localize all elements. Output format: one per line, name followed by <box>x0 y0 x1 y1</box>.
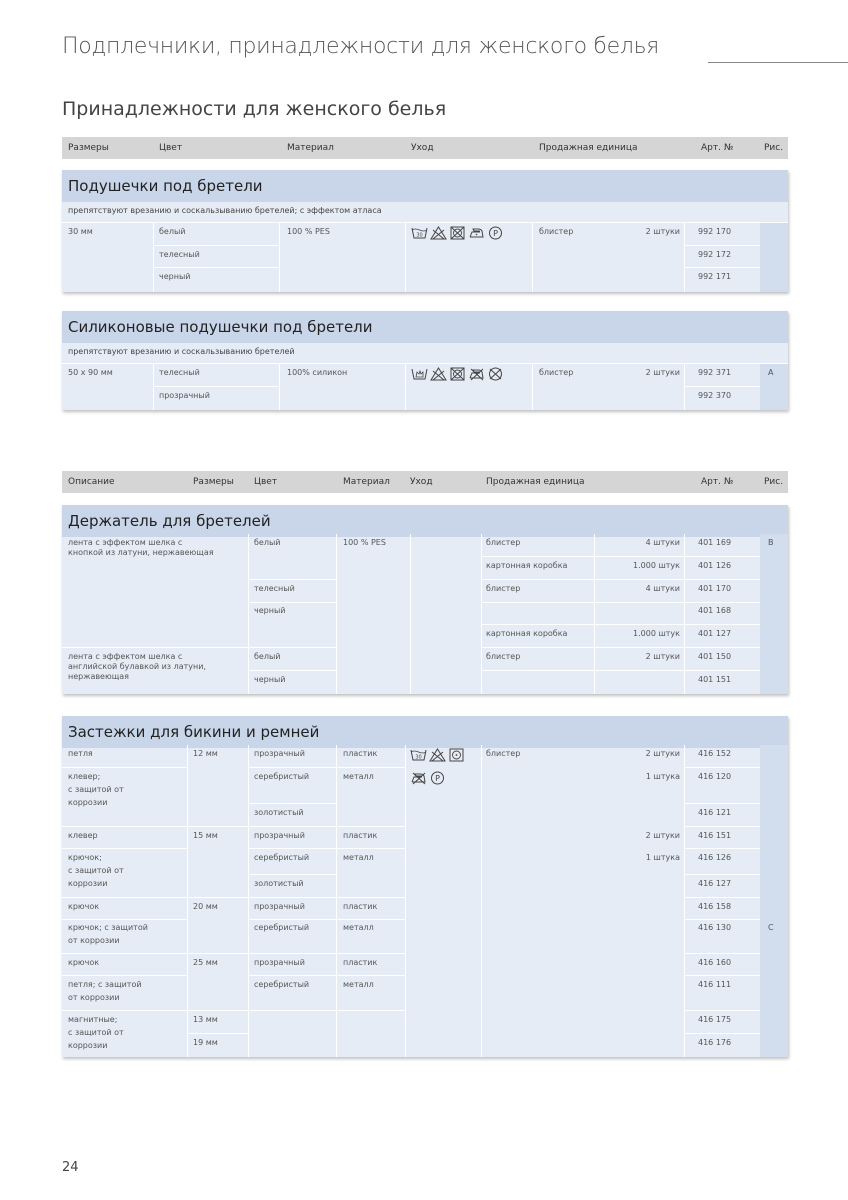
description-line: петля <box>68 749 93 758</box>
color-value: серебристый <box>254 980 310 989</box>
article-number: 416 160 <box>698 958 732 967</box>
page-number: 24 <box>62 1160 79 1175</box>
article-number: 401 170 <box>698 584 732 593</box>
color-value: телесный <box>159 368 200 377</box>
size-value: 15 мм <box>193 831 218 840</box>
material-value: 100 % PES <box>287 227 330 236</box>
no-bleach-icon <box>430 226 447 240</box>
col-material: Материал <box>287 143 334 153</box>
description-line: магнитные; <box>68 1015 118 1024</box>
col-care: Уход <box>411 143 434 153</box>
care-symbols <box>411 226 504 240</box>
col-sales-unit: Продажная единица <box>486 477 585 487</box>
color-value: прозрачный <box>159 391 210 400</box>
col-figure: Рис. <box>764 477 784 487</box>
material-value: металл <box>343 923 374 932</box>
quantity: 4 штуки <box>645 538 680 547</box>
quantity: 2 штуки <box>645 831 680 840</box>
section-description: препятствуют врезанию и соскальзыванию бретелей; с эффектом атласа <box>68 206 382 215</box>
article-number: 401 126 <box>698 561 732 570</box>
description-line: крючок; с защитой <box>68 923 148 932</box>
figure-column <box>760 223 788 292</box>
article-number: 401 168 <box>698 606 732 615</box>
sales-unit: блистер <box>486 652 521 661</box>
sales-unit: картонная коробка <box>486 561 568 570</box>
article-number: 992 172 <box>698 250 732 259</box>
table1-header <box>62 137 788 159</box>
col-material: Материал <box>343 477 390 487</box>
material-value: пластик <box>343 749 378 758</box>
dry-clean-p-icon <box>487 226 504 240</box>
page-title: Подплечники, принадлежности для женского белья <box>62 34 659 59</box>
color-value: золотистый <box>254 879 304 888</box>
article-number: 992 370 <box>698 391 732 400</box>
description-line: коррозии <box>68 1041 108 1050</box>
article-number: 416 158 <box>698 902 732 911</box>
color-value: серебристый <box>254 853 310 862</box>
quantity: 2 штуки <box>645 749 680 758</box>
article-number: 401 150 <box>698 652 732 661</box>
quantity: 4 штуки <box>645 584 680 593</box>
description-line: от коррозии <box>68 993 120 1002</box>
material-value: пластик <box>343 958 378 967</box>
color-value: белый <box>159 227 186 236</box>
article-number: 992 171 <box>698 272 732 281</box>
description-line: лента с эффектом шелка с <box>68 538 183 547</box>
quantity: 1 штука <box>645 853 680 862</box>
color-value: черный <box>254 606 286 615</box>
title-rule <box>708 62 848 63</box>
col-care: Уход <box>410 477 433 487</box>
sales-unit: блистер <box>486 584 521 593</box>
sales-unit: блистер <box>486 538 521 547</box>
figure-ref: B <box>768 538 774 547</box>
color-value: серебристый <box>254 923 310 932</box>
section-description: препятствуют врезанию и соскальзыванию бретелей <box>68 347 295 356</box>
quantity: 2 штуки <box>645 368 680 377</box>
description-line: крючок; <box>68 853 102 862</box>
color-value: прозрачный <box>254 958 305 967</box>
description-line: коррозии <box>68 879 108 888</box>
no-bleach-icon <box>430 367 447 381</box>
no-iron-icon <box>468 367 485 381</box>
tumble-dry-icon <box>448 748 465 762</box>
article-number: 416 175 <box>698 1015 732 1024</box>
color-value: прозрачный <box>254 831 305 840</box>
size-value: 19 мм <box>193 1038 218 1047</box>
description-line: с защитой от <box>68 1028 124 1037</box>
dry-clean-p-icon <box>429 771 446 785</box>
quantity: 1 штука <box>645 772 680 781</box>
description-line: английской булавкой из латуни, <box>68 662 206 671</box>
article-number: 416 127 <box>698 879 732 888</box>
color-value: черный <box>254 675 286 684</box>
description-line: клевер; <box>68 772 101 781</box>
description-line: нержавеющая <box>68 672 129 681</box>
section-bikini-clasps <box>62 716 788 1057</box>
article-number: 416 176 <box>698 1038 732 1047</box>
color-value: белый <box>254 538 281 547</box>
size-value: 12 мм <box>193 749 218 758</box>
care-symbols <box>410 748 465 762</box>
col-figure: Рис. <box>764 143 784 153</box>
material-value: пластик <box>343 831 378 840</box>
material-value: металл <box>343 853 374 862</box>
description-line: кнопкой из латуни, нержавеющая <box>68 548 214 557</box>
material-value: пластик <box>343 902 378 911</box>
material-value: металл <box>343 772 374 781</box>
col-sizes: Размеры <box>193 477 234 487</box>
size-value: 20 мм <box>193 902 218 911</box>
col-article: Арт. № <box>701 143 734 153</box>
description-line: клевер <box>68 831 98 840</box>
quantity: 1.000 штук <box>633 629 680 638</box>
article-number: 416 120 <box>698 772 732 781</box>
quantity: 2 штуки <box>645 652 680 661</box>
description-line: лента с эффектом шелка с <box>68 652 183 661</box>
no-bleach-icon <box>429 748 446 762</box>
col-color: Цвет <box>254 477 278 487</box>
size-value: 25 мм <box>193 958 218 967</box>
color-value: телесный <box>159 250 200 259</box>
size-value: 30 мм <box>68 227 93 236</box>
sales-unit: картонная коробка <box>486 629 568 638</box>
article-number: 416 151 <box>698 831 732 840</box>
article-number: 416 152 <box>698 749 732 758</box>
article-number: 416 111 <box>698 980 732 989</box>
description-line: коррозии <box>68 798 108 807</box>
wash-30-icon <box>411 226 428 240</box>
table2-header <box>62 471 788 493</box>
col-color: Цвет <box>159 143 183 153</box>
iron-low-icon <box>468 226 485 240</box>
col-description: Описание <box>68 477 115 487</box>
material-value: 100% силикон <box>287 368 348 377</box>
color-value: телесный <box>254 584 295 593</box>
article-number: 416 130 <box>698 923 732 932</box>
section-title: Застежки для бикини и ремней <box>62 716 788 748</box>
article-number: 416 121 <box>698 808 732 817</box>
article-number: 401 127 <box>698 629 732 638</box>
no-iron-icon <box>410 771 427 785</box>
material-value: 100 % PES <box>343 538 386 547</box>
col-sales-unit: Продажная единица <box>539 143 638 153</box>
description-line: с защитой от <box>68 866 124 875</box>
figure-column <box>760 364 788 410</box>
description-line: с защитой от <box>68 785 124 794</box>
sales-unit: блистер <box>539 227 574 236</box>
article-number: 992 170 <box>698 227 732 236</box>
article-number: 992 371 <box>698 368 732 377</box>
no-tumble-dry-icon <box>449 226 466 240</box>
section-strap-pads <box>62 170 788 292</box>
color-value: белый <box>254 652 281 661</box>
no-dry-clean-icon <box>487 367 504 381</box>
color-value: прозрачный <box>254 902 305 911</box>
color-value: черный <box>159 272 191 281</box>
page-subtitle: Принадлежности для женского белья <box>62 98 447 120</box>
sales-unit: блистер <box>486 749 521 758</box>
col-article: Арт. № <box>701 477 734 487</box>
care-symbols <box>411 367 504 381</box>
care-symbols <box>410 771 446 785</box>
sales-unit: блистер <box>539 368 574 377</box>
material-value: металл <box>343 980 374 989</box>
figure-column <box>760 534 788 694</box>
size-value: 13 мм <box>193 1015 218 1024</box>
color-value: серебристый <box>254 772 310 781</box>
article-number: 401 151 <box>698 675 732 684</box>
section-silicone-pads <box>62 311 788 410</box>
section-title: Держатель для бретелей <box>62 505 788 537</box>
figure-column <box>760 745 788 1057</box>
wash-30-icon <box>410 748 427 762</box>
quantity: 1.000 штук <box>633 561 680 570</box>
figure-ref: C <box>768 923 774 932</box>
size-value: 50 x 90 мм <box>68 368 113 377</box>
figure-ref: A <box>768 368 774 377</box>
no-tumble-dry-icon <box>449 367 466 381</box>
description-line: крючок <box>68 958 100 967</box>
color-value: прозрачный <box>254 749 305 758</box>
article-number: 416 126 <box>698 853 732 862</box>
hand-wash-icon <box>411 367 428 381</box>
color-value: золотистый <box>254 808 304 817</box>
quantity: 2 штуки <box>645 227 680 236</box>
col-sizes: Размеры <box>68 143 109 153</box>
description-line: петля; с защитой <box>68 980 142 989</box>
section-title: Подушечки под бретели <box>62 170 788 202</box>
section-title: Силиконовые подушечки под бретели <box>62 311 788 343</box>
description-line: крючок <box>68 902 100 911</box>
section-strap-holder <box>62 505 788 694</box>
description-line: от коррозии <box>68 936 120 945</box>
article-number: 401 169 <box>698 538 732 547</box>
